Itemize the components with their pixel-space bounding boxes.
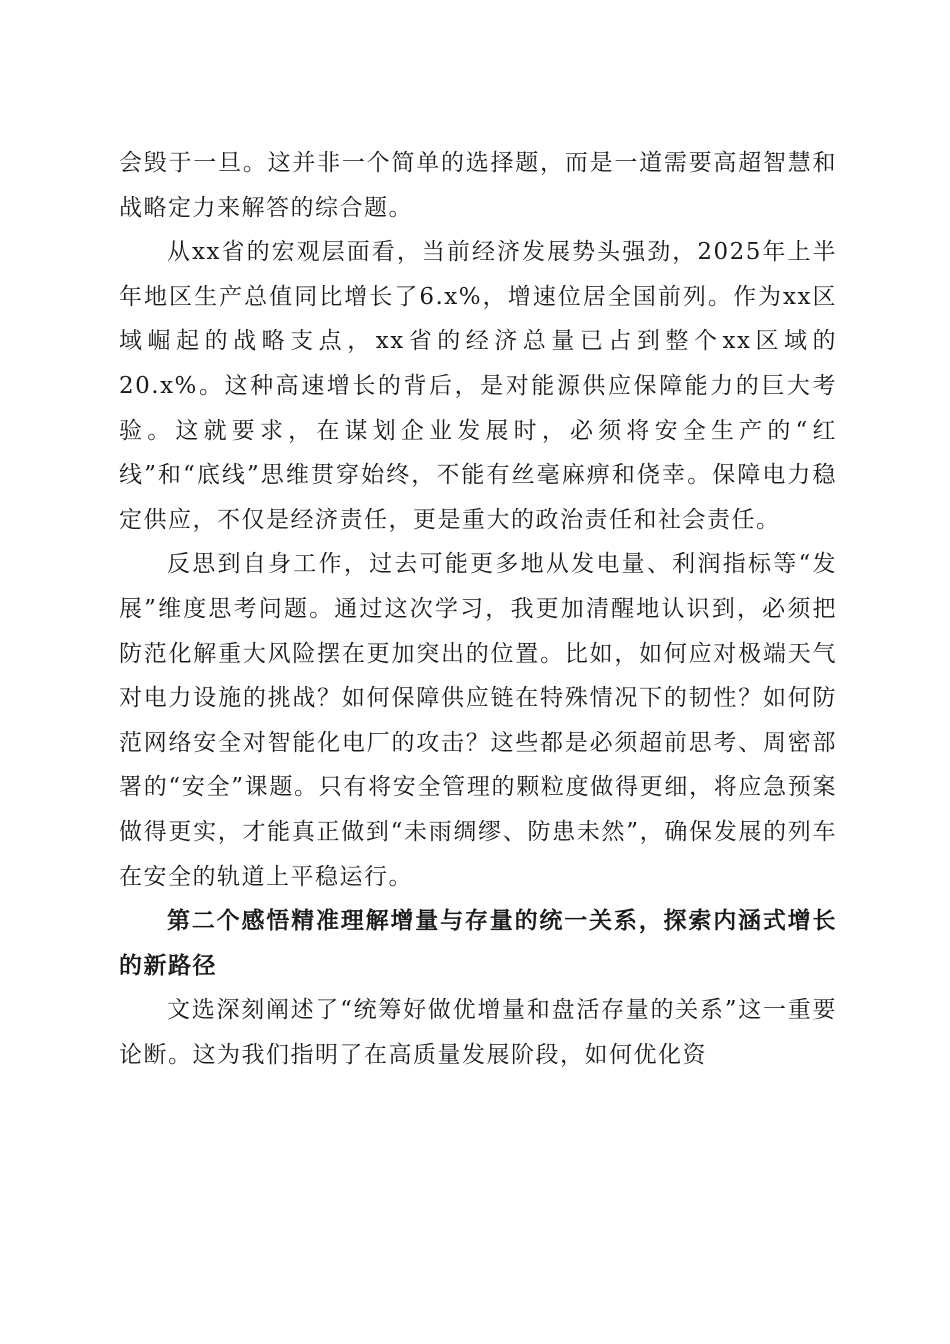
section-heading-second-insight: 第二个感悟精准理解增量与存量的统一关系，探索内涵式增长的新路径 <box>119 907 837 979</box>
paragraph-continued: 会毁于一旦。这并非一个简单的选择题，而是一道需要高超智慧和战略定力来解答的综合题。 <box>119 150 837 221</box>
paragraph-self-reflection: 反思到自身工作，过去可能更多地从发电量、利润指标等“发展”维度思考问题。通过这次学习，我更加清醒地认识到，必须把防范化解重大风险摆在更加突出的位置。比如，如何应对极端天气对电力设施的挑战？如何保障供应链在特殊情况下的韧性？如何防范网络安全对智能化电厂的攻击？这些都是必须超前思考、周密部署的“安全”课题。只有将安全管理的颗粒度做得更细，将应急预案做得更实，才能真正做到“未雨绸缪、防患未然”，确保发展的列车在安全的轨道上平稳运行。 <box>119 551 837 890</box>
document-body <box>119 141 837 1077</box>
paragraph-increment-stock: 文选深刻阐述了“统筹好做优增量和盘活存量的关系”这一重要论断。这为我们指明了在高质量发展阶段，如何优化资 <box>119 997 837 1068</box>
paragraph-macro-economy: 从xx省的宏观层面看，当前经济发展势头强劲，2025年上半年地区生产总值同比增长了6.x%，增速位居全国前列。作为xx区域崛起的战略支点，xx省的经济总量已占到整个xx区域的20.x%。这种高速增长的背后，是对能源供应保障能力的巨大考验。这就要求，在谋划企业发展时，必须将安全生产的“红线”和“底线”思维贯穿始终，不能有丝毫麻痹和侥幸。保障电力稳定供应，不仅是经济责任，更是重大的政治责任和社会责任。 <box>119 239 837 533</box>
